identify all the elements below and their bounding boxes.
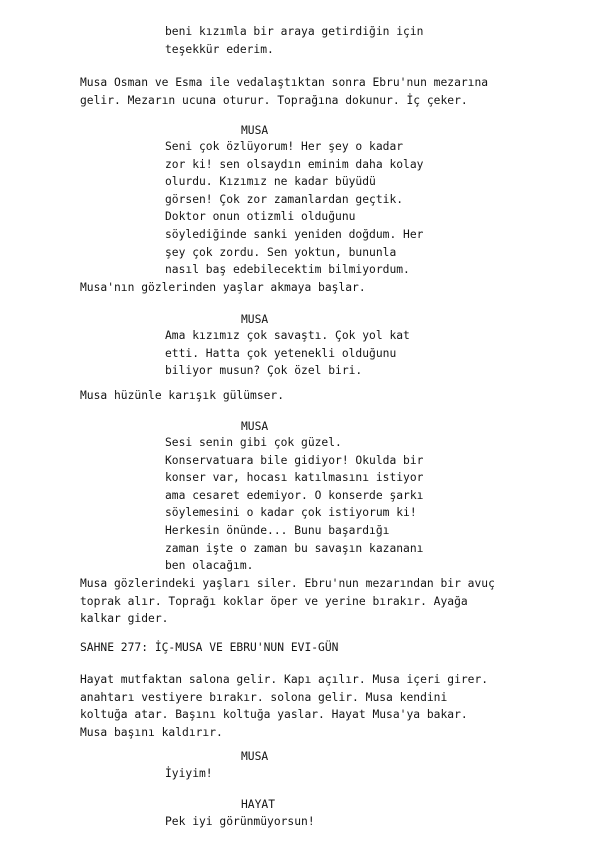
action-block: Musa Osman ve Esma ile vedalaştıktan sonra Ebru'nun mezarına gelir. Mezarın ucuna oturur. Toprağına dokunur. İç çeker. [80,76,489,107]
character-name: MUSA [241,420,269,433]
action-block: Musa gözlerindeki yaşları siler. Ebru'nun mezarından bir avuç toprak alır. Toprağı koklar öper ve yerine bırakır. Ayağa kalkar gider. [80,577,495,626]
character-name: MUSA [241,124,269,137]
action-block: Hayat mutfaktan salona gelir. Kapı açılır. Musa içeri girer. anahtarı vestiyere bırakır. solona gelir. Musa kendini koltuğa atar. Başını koltuğa yaslar. Hayat Musa'ya bakar. Musa başını kaldırır. [80,673,489,739]
dialogue-block: İyiyim! [165,767,213,780]
dialogue-block: Sesi senin gibi çok güzel. Konservatuara bile gidiyor! Okulda bir konser var, hocası katılmasını istiyor ama cesaret edemiyor. O konserde şarkı söylemesini o kadar çok istiyorum ki! Herkesin önünde... Bunu başardığı zaman işte o zaman bu savaşın kazananı ben olacağım. [165,436,424,573]
character-name: MUSA [241,313,269,326]
dialogue-block: beni kızımla bir araya getirdiğin için teşekkür ederim. [165,25,424,56]
dialogue-block: Ama kızımız çok savaştı. Çok yol kat etti. Hatta çok yetenekli olduğunu biliyor musun? Çok özel biri. [165,329,410,378]
character-name: HAYAT [241,798,276,811]
dialogue-block: Seni çok özlüyorum! Her şey o kadar zor ki! sen olsaydın eminim daha kolay olurdu. Kızımız ne kadar büyüdü görsen! Çok zor zamanlardan geçtik. Doktor onun otizmli olduğunu söylediğinde sanki yeniden doğdum. Her şey çok zordu. Sen yoktun, bununla nasıl baş edebilecektim bilmiyordum. [165,140,424,277]
action-block: Musa'nın gözlerinden yaşlar akmaya başlar. [80,281,366,294]
character-name: MUSA [241,750,269,763]
action-block: Musa hüzünle karışık gülümser. [80,389,285,402]
scene-heading: SAHNE 277: İÇ-MUSA VE EBRU'NUN EVI-GÜN [80,641,339,654]
dialogue-block: Pek iyi görünmüyorsun! [165,815,315,828]
